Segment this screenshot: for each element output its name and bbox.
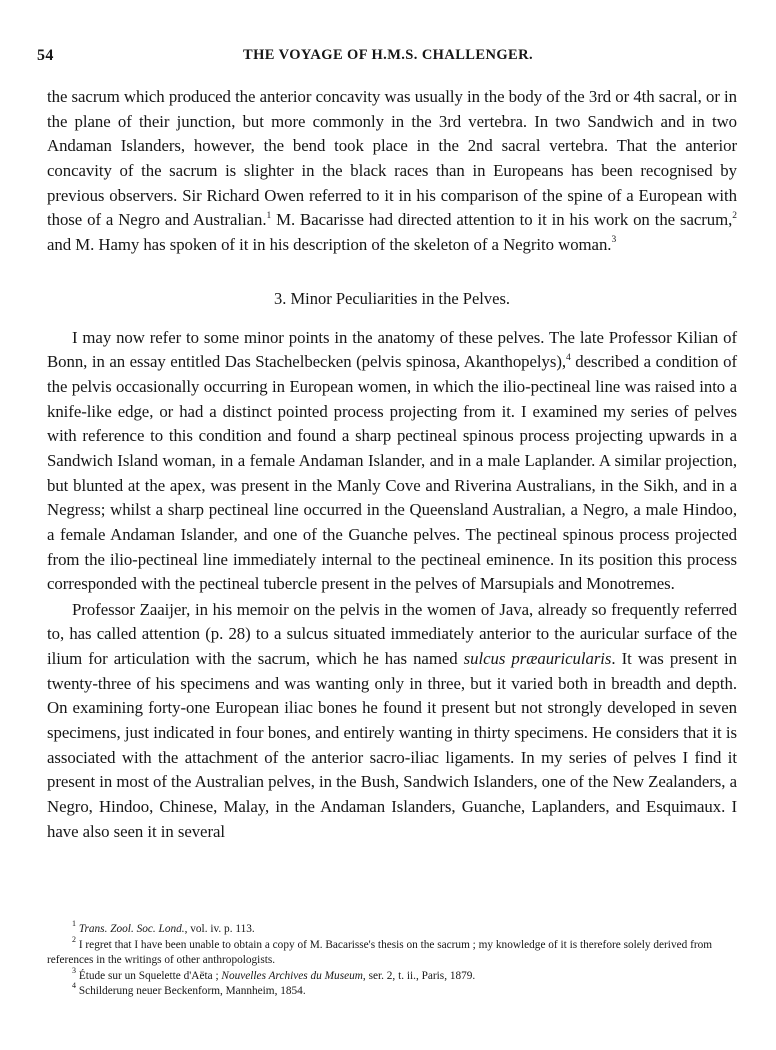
footnote-marker: 1 [72, 919, 76, 929]
paragraph-zaaijer [47, 598, 737, 845]
text-span: I may now refer to some minor points in the anatomy of these pelves. The late Professor Kilian of Bonn, in an essay entitled Das Stachelbecken (pelvis spinosa, Akanthopelys), [47, 327, 737, 372]
footnotes [47, 919, 737, 1000]
page-number: 54 [37, 47, 54, 64]
running-title: THE VOYAGE OF H.M.S. CHALLENGER. [243, 47, 533, 63]
text-span: Professor Zaaijer, in his memoir on the pelvis in the women of Java, already so frequently referred to, has called attention (p. 28) to a sulcus situated immediately anterior to the auricular surface of the ilium for articulation with the sacrum, which he has named [47, 599, 737, 669]
footnote-text: , ser. 2, t. ii., Paris, 1879. [362, 969, 476, 982]
footnote-4 [47, 981, 737, 1000]
footnote-title: Nouvelles Archives du Museum [221, 969, 363, 982]
text-span: M. Bacarisse had directed attention to it in his work on the sacrum, [271, 210, 733, 230]
footnote-text: I regret that I have been unable to obtain a copy of M. Bacarisse's thesis on the sacrum ; my knowledge of it is therefore solely derived from references in the writings of other anthropologists. [47, 938, 713, 966]
footnote-1 [47, 919, 737, 938]
footnote-marker: 3 [72, 965, 76, 975]
text-span: and M. Hamy has spoken of it in his description of the skeleton of a Negrito woman. [47, 234, 612, 254]
footnote-text: Schilderung neuer Beckenform, Mannheim, 1854. [78, 985, 306, 997]
footnote-marker: 4 [72, 981, 76, 991]
footnote-ref-3: 3 [611, 235, 617, 246]
footnote-ref-4: 4 [566, 352, 571, 363]
text-span: the sacrum which produced the anterior concavity was usually in the body of the 3rd or 4th sacral, or in the plane of their junction, but more commonly in the 3rd vertebra. In two Sandwich and in two Andaman Islanders, however, the bend took place in the 2nd sacral vertebra. That the anterior concavity of the sacrum is slighter in the black races than in Europeans has been recognised by previous observers. Sir Richard Owen referred to it in his comparison of the spine of a European with those of a Negro and Australian. [47, 87, 737, 230]
italic-term: sulcus præauricularis [463, 649, 612, 669]
footnote-3 [47, 965, 737, 985]
text-span: described a condition of the pelvis occasionally occurring in European women, in which the ilio-pectineal line was raised into a knife-like edge, or had a distinct pointed process projecting from it. I examined my series of pelves with reference to this condition and found a sharp pectineal spinous process projecting upwards in a Sandwich Island woman, in a female Andaman Islander, and in a male Laplander. A similar projection, but blunted at the apex, was present in the Manly Cove and Riverina Australians, in the Sikh, and in a Negress; whilst a sharp pectineal line occurred in the Queensland Australian, a Negro, a male Hindoo, a female Andaman Islander, and one of the Guanche pelves. The pectineal spinous process projected from the ilio-pectineal line immediately internal to the pectineal eminence. In its position this process corresponded with the pectineal tubercle present in the pelves of Marsupials and Monotremes. [47, 352, 737, 594]
main-text [47, 85, 737, 844]
section-heading: 3. Minor Peculiarities in the Pelves. [273, 288, 510, 308]
footnote-marker: 2 [72, 934, 76, 944]
text-span: . It was present in twenty-three of his specimens and was wanting only in three, but it varied both in breadth and depth. On examining forty-one European iliac bones he found it present but not strongly developed in seven specimens, just indicated in four bones, and entirely wanting in thirty specimens. He considers that it is associated with the attachment of the anterior sacro-iliac ligaments. In my series of pelves I find it present in most of the Australian pelves, in the Bush, Sandwich Islanders, one of the New Zealanders, a Negro, Hindoo, Chinese, Malay, in the Andaman Islanders, Guanche, Laplanders, and Esquimaux. I have also seen it in several [47, 649, 737, 841]
footnote-text: Étude sur un Squelette d'Aëta ; [78, 969, 222, 982]
paragraph-kilian [47, 326, 737, 597]
page-header [37, 47, 739, 67]
paragraph-sacrum [47, 85, 737, 258]
footnote-2 [47, 934, 737, 969]
footnote-title: Trans. Zool. Soc. Lond. [78, 923, 185, 935]
footnote-ref-1: 1 [266, 210, 272, 221]
footnote-ref-2: 2 [732, 210, 737, 221]
footnote-text: , vol. iv. p. 113. [184, 923, 255, 935]
